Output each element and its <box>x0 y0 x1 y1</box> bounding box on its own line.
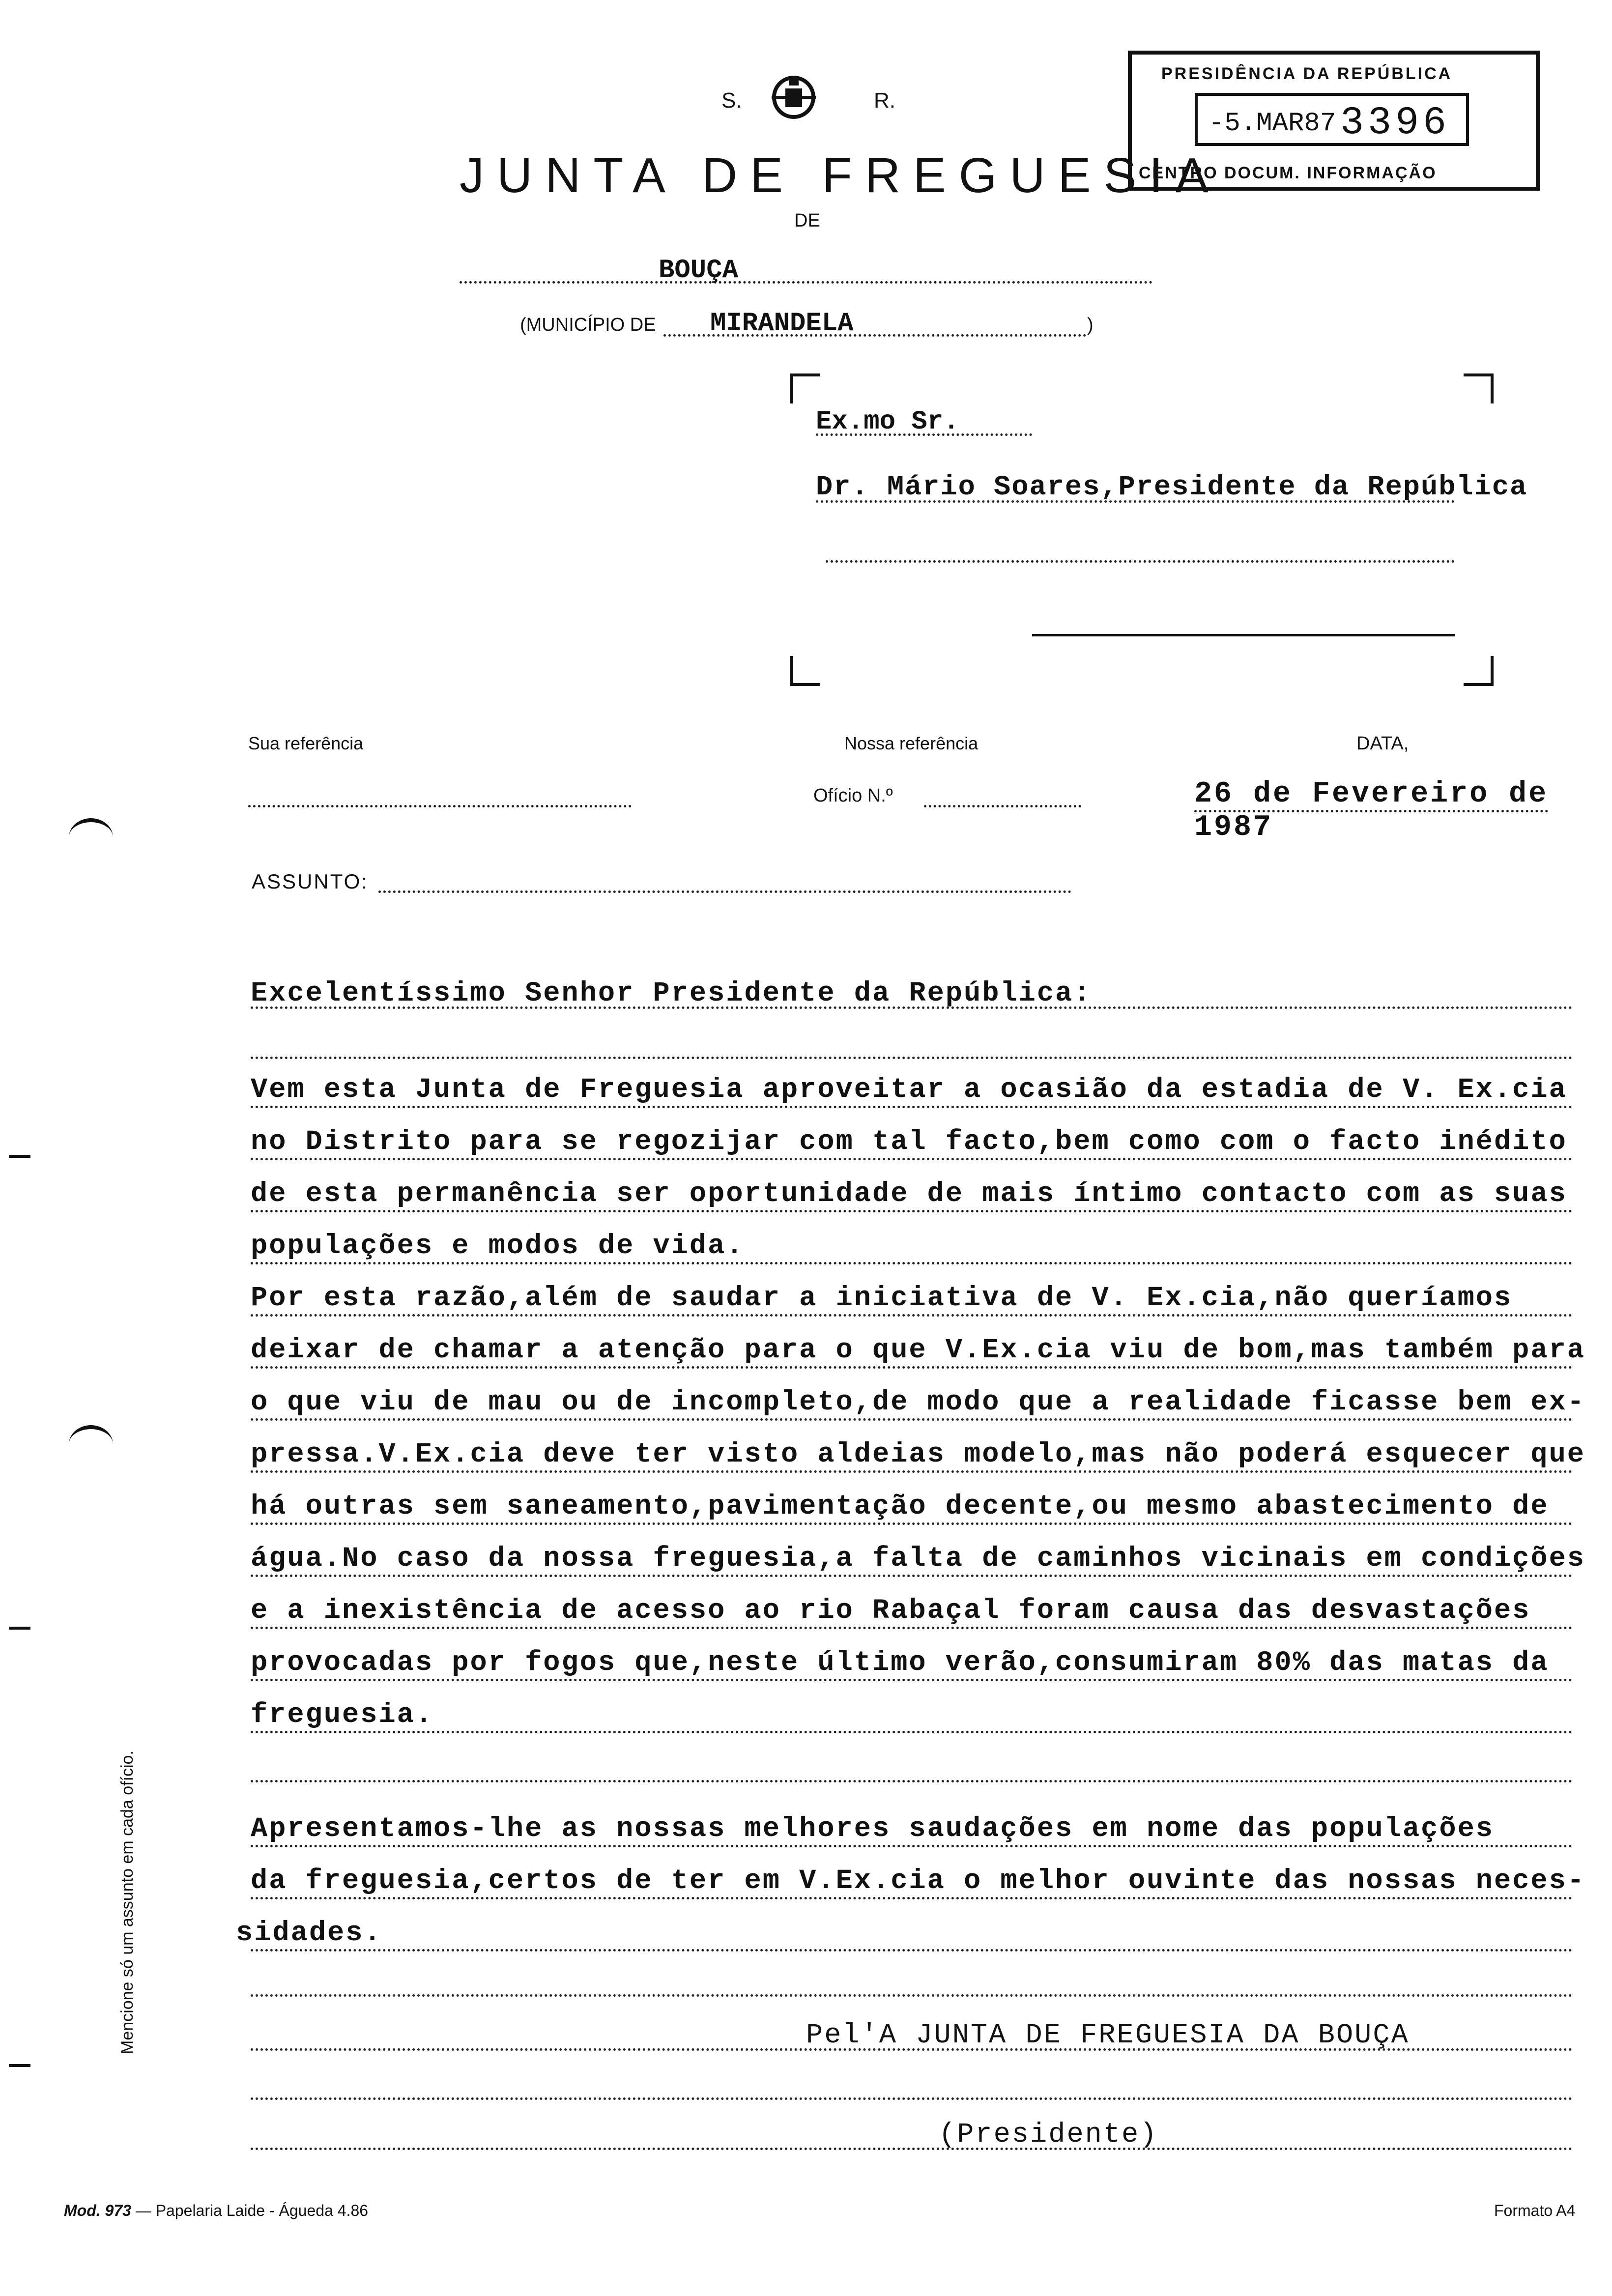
body-line: água.No caso da nossa freguesia,a falta de caminhos vicinais em condições <box>251 1543 1586 1575</box>
header-de: DE <box>794 210 820 231</box>
punch-hole-mark <box>69 1425 113 1464</box>
stamp-box <box>1195 93 1469 146</box>
stamp-bottom: CENTRO DOCUM. INFORMAÇÃO <box>1139 164 1437 182</box>
body-line: pressa.V.Ex.cia deve ter visto aldeias modelo,mas não poderá esquecer que <box>251 1439 1586 1470</box>
page-title: JUNTA DE FREGUESIA <box>460 148 1221 203</box>
model-number: Mod. 973 <box>64 2202 131 2219</box>
body-line: e a inexistência de acesso ao rio Rabaçal foram causa das desvastações <box>251 1595 1531 1627</box>
assunto-label: ASSUNTO: <box>252 870 369 893</box>
fold-mark <box>9 1155 30 1158</box>
margin-note: Mencione só um assunto em cada ofício. <box>118 1751 137 2054</box>
body-line: Vem esta Junta de Freguesia aproveitar a ocasião da estadia de V. Ex.cia <box>251 1074 1567 1106</box>
signature: Pel'A JUNTA DE FREGUESIA DA BOUÇA <box>806 2020 1410 2051</box>
municipio-value: MIRANDELA <box>710 309 854 339</box>
body-line: no Distrito para se regozijar com tal facto,bem como com o facto inédito <box>251 1126 1567 1158</box>
closing-line: da freguesia,certos de ter em V.Ex.cia o melhor ouvinte das nossas neces- <box>251 1866 1586 1897</box>
body-line: de esta permanência ser oportunidade de mais íntimo contacto com as suas <box>251 1178 1567 1210</box>
coat-of-arms-icon <box>767 69 821 123</box>
stamp-number: 3396 <box>1340 101 1451 145</box>
municipio-close: ) <box>1087 315 1094 335</box>
sua-referencia-label: Sua referência <box>248 733 364 753</box>
address-corner-br <box>1464 656 1494 686</box>
address-rule <box>1032 634 1455 636</box>
reception-stamp <box>1128 51 1540 191</box>
signatory-role: (Presidente) <box>939 2119 1158 2151</box>
municipio-label: (MUNICÍPIO DE <box>520 315 656 335</box>
header-s: S. <box>721 88 742 113</box>
nossa-referencia-label: Nossa referência <box>844 733 979 753</box>
data-label: DATA, <box>1356 733 1409 754</box>
oficio-label: Ofício N.º <box>813 785 893 806</box>
closing-line: sidades. <box>236 1918 382 1949</box>
body-line: deixar de chamar a atenção para o que V.Ex.cia viu de bom,mas também para <box>251 1335 1586 1366</box>
salutation: Excelentíssimo Senhor Presidente da República: <box>251 978 1092 1009</box>
closing-line: Apresentamos-lhe as nossas melhores saudações em nome das populações <box>251 1813 1494 1845</box>
address-corner-bl <box>790 656 820 686</box>
stamp-top: PRESIDÊNCIA DA REPÚBLICA <box>1161 64 1453 83</box>
fold-mark <box>9 2064 30 2067</box>
body-line: populações e modos de vida. <box>251 1231 745 1262</box>
footer-format: Formato A4 <box>1494 2202 1576 2219</box>
letter-date: 26 de Fevereiro de 1987 <box>1194 777 1549 844</box>
stamp-date: -5.MAR87 <box>1209 109 1336 139</box>
printer: — Papelaria Laide - Águeda 4.86 <box>135 2202 369 2219</box>
body-line: provocadas por fogos que,neste último verão,consumiram 80% das matas da <box>251 1647 1549 1679</box>
address-corner-tl <box>790 373 820 403</box>
addressee-line1: Ex.mo Sr. <box>816 407 959 437</box>
freguesia-value: BOUÇA <box>659 256 739 286</box>
address-corner-tr <box>1464 373 1494 403</box>
fold-mark <box>9 1627 30 1630</box>
header-r: R. <box>874 88 895 113</box>
footer-model <box>64 2202 368 2220</box>
punch-hole-mark <box>69 818 113 857</box>
body-line: há outras sem saneamento,pavimentação decente,ou mesmo abastecimento de <box>251 1491 1549 1522</box>
body-line: freguesia. <box>251 1699 434 1731</box>
body-line: o que viu de mau ou de incompleto,de modo que a realidade ficasse bem ex- <box>251 1387 1586 1418</box>
body-line: Por esta razão,além de saudar a iniciativa de V. Ex.cia,não queríamos <box>251 1283 1513 1314</box>
addressee-line2: Dr. Mário Soares,Presidente da República <box>816 472 1528 503</box>
